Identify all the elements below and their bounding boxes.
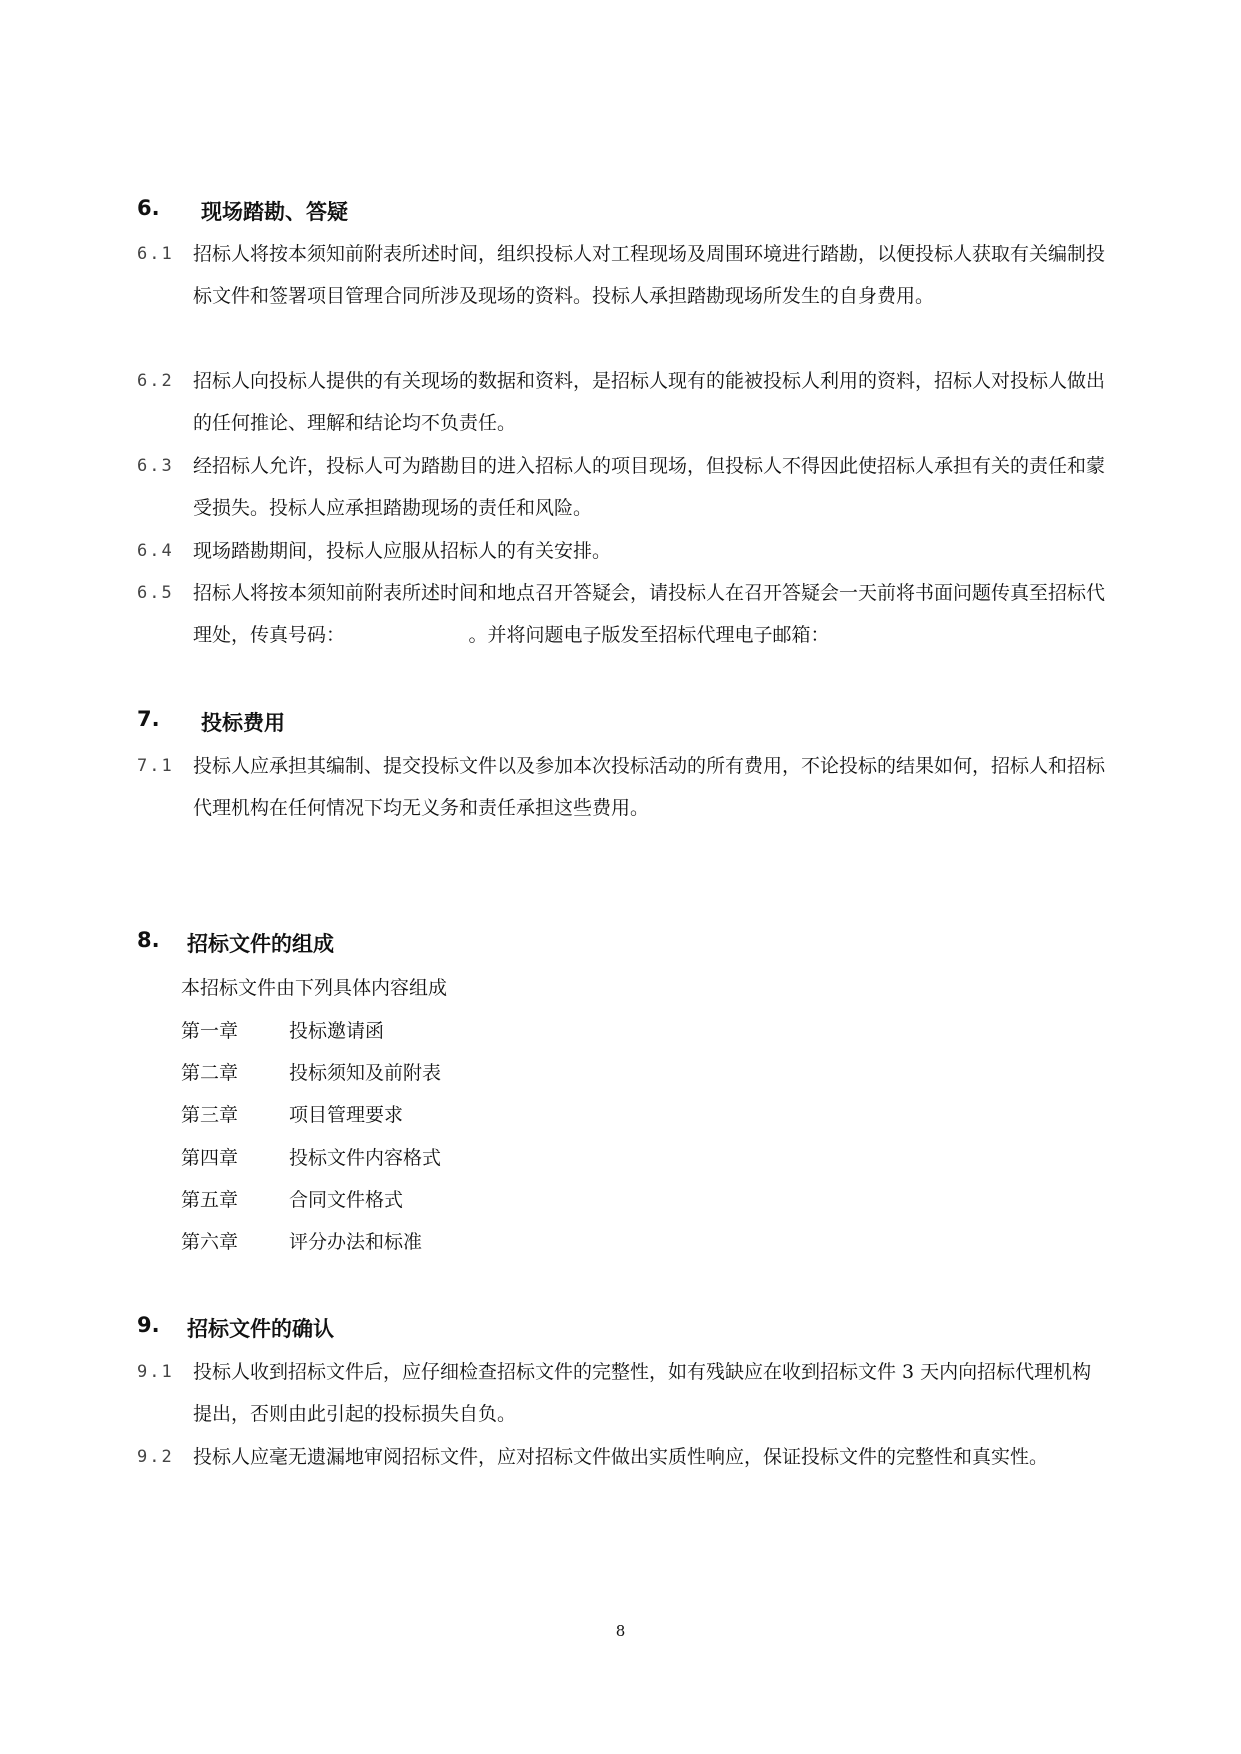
clause-text: 投标人收到招标文件后，应仔细检查招标文件的完整性，如有残缺应在收到招标文件 3 天内向招标代理机构提出，否则由此引起的投标损失自负。: [193, 1361, 1092, 1425]
clause-7-1: [137, 745, 1107, 829]
clause-6-5: [137, 572, 1107, 656]
contents-item: [181, 1143, 441, 1170]
clause-text: 投标人应毫无遗漏地审阅招标文件，应对招标文件做出实质性响应，保证投标文件的完整性和真实性。: [193, 1446, 1049, 1468]
section-heading-6: [137, 196, 348, 224]
clause-number: 9.1: [137, 1362, 174, 1382]
section-number: 8.: [137, 928, 160, 952]
clause-6-4: [137, 530, 1107, 572]
section-heading-7: [137, 707, 285, 735]
clause-number: 6.3: [137, 456, 174, 476]
clause-text: 投标人应承担其编制、提交投标文件以及参加本次投标活动的所有费用，不论投标的结果如何，招标人和招标代理机构在任何情况下均无义务和责任承担这些费用。: [193, 755, 1106, 819]
section-title: 投标费用: [201, 711, 285, 735]
chapter-name: 项目管理要求: [289, 1104, 404, 1126]
chapter-label: 第一章: [181, 1020, 239, 1042]
clause-6-3: [137, 445, 1107, 529]
clause-text: 招标人将按本须知前附表所述时间，组织投标人对工程现场及周围环境进行踏勘，以便投标人获取有关编制投标文件和签署项目管理合同所涉及现场的资料。投标人承担踏勘现场所发生的自身费用。: [193, 243, 1106, 307]
chapter-name: 投标邀请函: [289, 1020, 385, 1042]
contents-item: [181, 1185, 403, 1212]
clause-6-2: [137, 360, 1107, 444]
chapter-name: 投标文件内容格式: [289, 1147, 442, 1169]
chapter-label: 第六章: [181, 1231, 239, 1253]
clause-text: 招标人向投标人提供的有关现场的数据和资料，是招标人现有的能被投标人利用的资料，招标人对投标人做出的任何推论、理解和结论均不负责任。: [193, 370, 1106, 434]
clause-9-2: [137, 1436, 1107, 1478]
clause-number: 6.5: [137, 583, 174, 603]
chapter-label: 第四章: [181, 1147, 239, 1169]
section-title: 现场踏勘、答疑: [201, 200, 348, 224]
section-heading-8: [137, 928, 334, 956]
clause-number: 9.2: [137, 1447, 174, 1467]
chapter-label: 第二章: [181, 1062, 239, 1084]
page-number: 8: [615, 1622, 626, 1640]
chapter-name: 投标须知及前附表: [289, 1062, 442, 1084]
section-number: 6.: [137, 196, 160, 220]
clause-9-1: [137, 1351, 1107, 1435]
clause-number: 6.4: [137, 541, 174, 561]
contents-item: [181, 1058, 441, 1085]
contents-item: [181, 1016, 384, 1043]
clause-number: 6.2: [137, 371, 174, 391]
clause-number: 6.1: [137, 244, 174, 264]
section-number: 9.: [137, 1313, 160, 1337]
chapter-name: 评分办法和标准: [289, 1231, 423, 1253]
clause-number: 7.1: [137, 756, 174, 776]
clause-text: 经招标人允许，投标人可为踏勘目的进入招标人的项目现场，但投标人不得因此使招标人承担有关的责任和蒙受损失。投标人应承担踏勘现场的责任和风险。: [193, 455, 1106, 519]
clause-6-1: [137, 233, 1107, 317]
clause-text: 招标人将按本须知前附表所述时间和地点召开答疑会，请投标人在召开答疑会一天前将书面问题传真至招标代理处，传真号码： 。并将问题电子版发至招标代理电子邮箱：: [193, 582, 1106, 646]
section-number: 7.: [137, 707, 160, 731]
chapter-label: 第五章: [181, 1189, 239, 1211]
chapter-label: 第三章: [181, 1104, 239, 1126]
chapter-name: 合同文件格式: [289, 1189, 404, 1211]
contents-item: [181, 1100, 403, 1127]
contents-intro: 本招标文件由下列具体内容组成: [181, 977, 448, 999]
contents-item: [181, 1227, 422, 1254]
clause-text: 现场踏勘期间，投标人应服从招标人的有关安排。: [193, 540, 612, 562]
section-heading-9: [137, 1313, 334, 1341]
section-title: 招标文件的确认: [187, 1317, 334, 1341]
section-title: 招标文件的组成: [187, 932, 334, 956]
